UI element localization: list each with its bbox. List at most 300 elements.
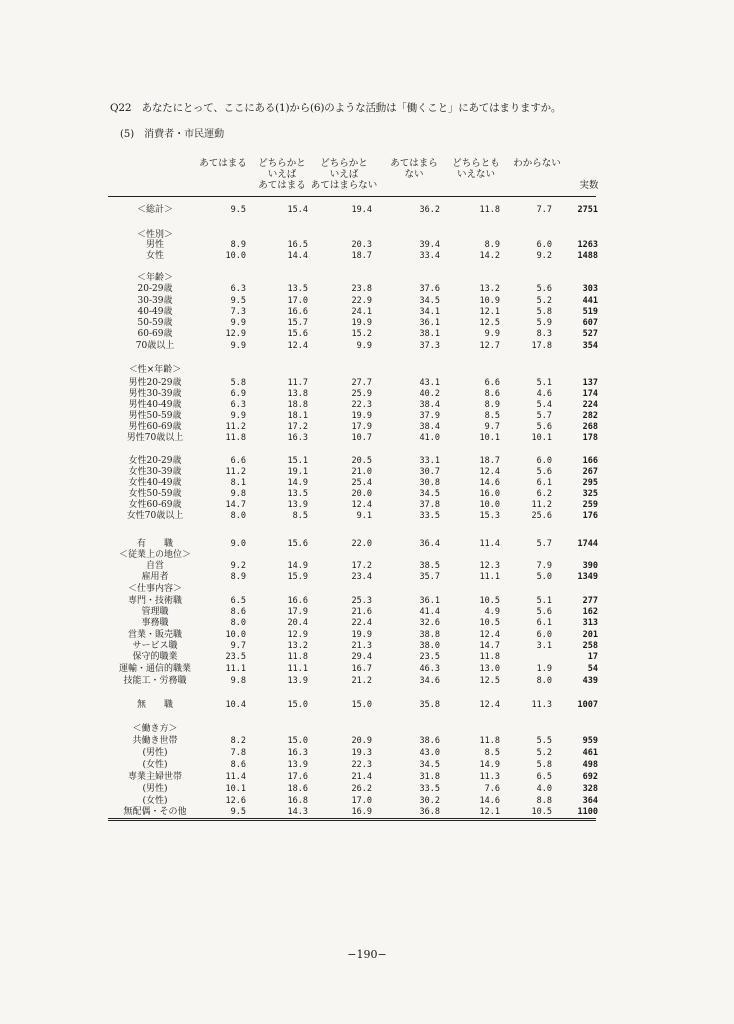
cell-percent: 19.9: [351, 318, 372, 328]
cell-count: 498: [582, 760, 598, 770]
cell-percent: 8.2: [230, 736, 246, 746]
table-rule: [108, 196, 596, 197]
cell-percent: 6.3: [230, 284, 246, 294]
cell-percent: 5.0: [536, 572, 552, 582]
table-row: [0, 736, 734, 747]
cell-percent: 29.4: [351, 652, 372, 662]
cell-count: 519: [582, 307, 598, 317]
page-number: −190−: [347, 948, 387, 961]
cell-percent: 17.2: [287, 422, 308, 432]
cell-percent: 1.9: [536, 664, 552, 674]
cell-count: 1349: [577, 572, 598, 582]
cell-percent: 15.6: [287, 329, 308, 339]
cell-percent: 9.5: [230, 296, 246, 306]
cell-count: 166: [582, 456, 598, 466]
column-header-line: あてはまる: [258, 180, 306, 191]
table-row: [0, 329, 734, 340]
section-subtitle: (5) 消費者・市民運動: [120, 129, 225, 140]
column-header-line: いえば: [329, 169, 359, 180]
cell-percent: 10.5: [531, 807, 552, 817]
cell-percent: 13.9: [287, 760, 308, 770]
cell-percent: 5.1: [536, 596, 552, 606]
cell-percent: 15.0: [351, 700, 372, 710]
table-row: [0, 596, 734, 607]
cell-count: 17: [587, 652, 598, 662]
cell-percent: 20.9: [351, 736, 372, 746]
table-rule: [108, 818, 596, 821]
row-label: 雇用者: [141, 572, 169, 582]
cell-percent: 16.8: [287, 796, 308, 806]
cell-percent: 34.5: [419, 489, 440, 499]
cell-percent: 10.1: [531, 433, 552, 443]
table-row: [0, 307, 734, 318]
column-header-line: どちらかと: [258, 158, 306, 169]
cell-percent: 25.9: [351, 389, 372, 399]
cell-count: 692: [582, 772, 598, 782]
cell-percent: 30.8: [419, 478, 440, 488]
cell-percent: 8.5: [484, 411, 500, 421]
cell-percent: 38.6: [419, 736, 440, 746]
cell-percent: 18.1: [287, 411, 308, 421]
table-row: [0, 664, 734, 675]
cell-percent: 5.6: [536, 284, 552, 294]
cell-percent: 8.9: [484, 240, 500, 250]
cell-count: 527: [582, 329, 598, 339]
row-label: 女性40-49歳: [128, 478, 182, 488]
column-header-line: どちらとも: [452, 158, 500, 169]
table-row: [0, 584, 734, 595]
row-label: 共働き世帯: [132, 736, 178, 746]
row-label: 50-59歳: [137, 318, 173, 328]
row-label: (女性): [142, 760, 168, 770]
row-label: 無 職: [136, 700, 173, 710]
cell-percent: 27.7: [351, 378, 372, 388]
cell-percent: 36.1: [419, 596, 440, 606]
table-row: [0, 511, 734, 522]
cell-percent: 10.4: [225, 700, 246, 710]
cell-percent: 30.7: [419, 467, 440, 477]
table-row: [0, 365, 734, 376]
cell-count: 54: [587, 664, 598, 674]
cell-percent: 36.2: [419, 205, 440, 215]
cell-percent: 16.6: [287, 596, 308, 606]
cell-percent: 12.4: [287, 341, 308, 351]
cell-percent: 11.4: [479, 539, 500, 549]
cell-percent: 10.5: [479, 596, 500, 606]
row-label: 管理職: [141, 607, 169, 617]
cell-percent: 33.1: [419, 456, 440, 466]
cell-count: 1263: [577, 240, 598, 250]
cell-percent: 8.6: [230, 607, 246, 617]
cell-percent: 39.4: [419, 240, 440, 250]
cell-percent: 24.1: [351, 307, 372, 317]
cell-percent: 8.5: [484, 748, 500, 758]
cell-percent: 11.8: [225, 433, 246, 443]
cell-percent: 21.3: [351, 641, 372, 651]
cell-count: 607: [582, 318, 598, 328]
row-label: ＜従業上の地位＞: [118, 550, 191, 560]
cell-percent: 19.4: [351, 205, 372, 215]
row-label: ＜性別＞: [136, 230, 173, 240]
cell-percent: 12.4: [479, 700, 500, 710]
cell-percent: 10.1: [479, 433, 500, 443]
cell-percent: 21.6: [351, 607, 372, 617]
cell-percent: 14.9: [479, 760, 500, 770]
cell-percent: 21.4: [351, 772, 372, 782]
row-label: 30-39歳: [137, 296, 173, 306]
cell-percent: 15.0: [287, 700, 308, 710]
row-label: ＜年齢＞: [136, 273, 173, 283]
cell-percent: 6.0: [536, 240, 552, 250]
cell-percent: 41.0: [419, 433, 440, 443]
cell-percent: 5.1: [536, 378, 552, 388]
row-label: 事務職: [141, 618, 169, 628]
cell-percent: 15.9: [287, 572, 308, 582]
cell-count: 1488: [577, 251, 598, 261]
column-header-line: いえない: [456, 169, 495, 180]
cell-count: 258: [582, 641, 598, 651]
row-label: 有 職: [136, 539, 173, 549]
cell-percent: 26.2: [351, 784, 372, 794]
cell-percent: 6.1: [536, 478, 552, 488]
cell-percent: 46.3: [419, 664, 440, 674]
cell-percent: 11.8: [479, 652, 500, 662]
cell-percent: 14.3: [287, 807, 308, 817]
cell-percent: 37.8: [419, 500, 440, 510]
row-label: 技能工・労務職: [123, 676, 187, 686]
cell-count: 959: [582, 736, 598, 746]
row-label: 男性60-69歳: [128, 422, 182, 432]
cell-percent: 18.7: [479, 456, 500, 466]
cell-percent: 22.4: [351, 618, 372, 628]
cell-count: 461: [582, 748, 598, 758]
cell-percent: 6.0: [536, 456, 552, 466]
row-label: 男性40-49歳: [128, 400, 182, 410]
cell-percent: 11.8: [479, 736, 500, 746]
cell-percent: 3.1: [536, 641, 552, 651]
cell-percent: 15.2: [351, 329, 372, 339]
table-row: [0, 378, 734, 389]
cell-percent: 5.5: [536, 736, 552, 746]
cell-percent: 8.9: [230, 572, 246, 582]
cell-count: 259: [582, 500, 598, 510]
cell-percent: 9.9: [230, 411, 246, 421]
cell-percent: 4.0: [536, 784, 552, 794]
cell-percent: 5.7: [536, 539, 552, 549]
cell-percent: 19.9: [351, 411, 372, 421]
cell-percent: 11.3: [531, 700, 552, 710]
cell-percent: 13.2: [479, 284, 500, 294]
cell-percent: 21.2: [351, 676, 372, 686]
cell-percent: 7.7: [536, 205, 552, 215]
cell-percent: 11.7: [287, 378, 308, 388]
cell-percent: 23.5: [225, 652, 246, 662]
row-label: 専業主婦世帯: [127, 772, 182, 782]
table-row: [0, 760, 734, 771]
cell-percent: 9.9: [230, 318, 246, 328]
cell-percent: 6.6: [484, 378, 500, 388]
table-row: [0, 296, 734, 307]
cell-percent: 15.3: [479, 511, 500, 521]
cell-percent: 6.2: [536, 489, 552, 499]
cell-percent: 8.6: [484, 389, 500, 399]
table-row: [0, 273, 734, 284]
cell-percent: 35.7: [419, 572, 440, 582]
cell-percent: 13.9: [287, 500, 308, 510]
cell-percent: 36.8: [419, 807, 440, 817]
cell-percent: 5.9: [536, 318, 552, 328]
table-row: [0, 433, 734, 444]
cell-percent: 17.9: [287, 607, 308, 617]
cell-percent: 33.5: [419, 784, 440, 794]
cell-percent: 14.2: [479, 251, 500, 261]
cell-percent: 36.4: [419, 539, 440, 549]
cell-percent: 5.6: [536, 467, 552, 477]
cell-count: 162: [582, 607, 598, 617]
row-label: 70歳以上: [135, 341, 175, 351]
column-header-line: どちらかと: [320, 158, 368, 169]
cell-percent: 13.8: [287, 389, 308, 399]
cell-count: 390: [582, 561, 598, 571]
cell-percent: 11.8: [287, 652, 308, 662]
cell-percent: 17.6: [287, 772, 308, 782]
table-row: [0, 205, 734, 216]
cell-percent: 37.9: [419, 411, 440, 421]
cell-count: 268: [582, 422, 598, 432]
cell-percent: 6.5: [536, 772, 552, 782]
cell-percent: 15.1: [287, 456, 308, 466]
cell-count: 137: [582, 378, 598, 388]
cell-percent: 34.5: [419, 296, 440, 306]
cell-percent: 43.1: [419, 378, 440, 388]
row-label: 40-49歳: [137, 307, 173, 317]
cell-percent: 43.0: [419, 748, 440, 758]
cell-percent: 15.0: [287, 736, 308, 746]
cell-percent: 9.9: [484, 329, 500, 339]
table-row: [0, 550, 734, 561]
row-label: 自営: [145, 561, 164, 571]
cell-percent: 5.2: [536, 748, 552, 758]
cell-percent: 12.1: [479, 307, 500, 317]
cell-count: 1007: [577, 700, 598, 710]
cell-percent: 8.0: [230, 618, 246, 628]
table-row: [0, 539, 734, 550]
cell-percent: 13.0: [479, 664, 500, 674]
cell-percent: 38.4: [419, 400, 440, 410]
cell-percent: 38.8: [419, 630, 440, 640]
cell-percent: 7.8: [230, 748, 246, 758]
cell-percent: 16.9: [351, 807, 372, 817]
cell-percent: 14.6: [479, 478, 500, 488]
cell-count: 364: [582, 796, 598, 806]
cell-count: 441: [582, 296, 598, 306]
cell-percent: 18.6: [287, 784, 308, 794]
cell-percent: 30.2: [419, 796, 440, 806]
table-row: [0, 807, 734, 818]
cell-percent: 11.2: [531, 500, 552, 510]
cell-percent: 12.4: [479, 467, 500, 477]
cell-percent: 25.6: [531, 511, 552, 521]
table-row: [0, 630, 734, 641]
table-row: [0, 784, 734, 795]
column-header-line: 実数: [579, 180, 599, 191]
row-label: ＜働き方＞: [132, 724, 178, 734]
table-row: [0, 318, 734, 329]
cell-percent: 14.9: [287, 478, 308, 488]
cell-percent: 19.1: [287, 467, 308, 477]
cell-percent: 9.9: [230, 341, 246, 351]
cell-percent: 38.4: [419, 422, 440, 432]
cell-percent: 12.6: [225, 796, 246, 806]
cell-percent: 15.7: [287, 318, 308, 328]
cell-count: 267: [582, 467, 598, 477]
table-row: [0, 641, 734, 652]
table-row: [0, 467, 734, 478]
row-label: (男性): [142, 784, 168, 794]
cell-percent: 8.0: [536, 676, 552, 686]
table-row: [0, 618, 734, 629]
column-header-line: あてはまらない: [310, 180, 378, 191]
cell-percent: 6.0: [536, 630, 552, 640]
cell-count: 439: [582, 676, 598, 686]
cell-percent: 22.9: [351, 296, 372, 306]
cell-percent: 9.2: [536, 251, 552, 261]
cell-percent: 8.8: [536, 796, 552, 806]
column-header-line: ない: [404, 169, 424, 180]
cell-percent: 9.5: [230, 807, 246, 817]
cell-percent: 16.3: [287, 433, 308, 443]
cell-percent: 20.3: [351, 240, 372, 250]
table-row: [0, 422, 734, 433]
table-row: [0, 240, 734, 251]
cell-percent: 16.0: [479, 489, 500, 499]
row-label: サービス職: [132, 641, 178, 651]
cell-percent: 20.0: [351, 489, 372, 499]
cell-percent: 7.9: [536, 561, 552, 571]
cell-percent: 16.5: [287, 240, 308, 250]
cell-percent: 23.5: [419, 652, 440, 662]
cell-percent: 13.5: [287, 489, 308, 499]
cell-percent: 10.7: [351, 433, 372, 443]
row-label: 営業・販売職: [127, 630, 182, 640]
cell-percent: 38.1: [419, 329, 440, 339]
cell-percent: 7.3: [230, 307, 246, 317]
row-label: 20-29歳: [137, 284, 173, 294]
cell-percent: 33.4: [419, 251, 440, 261]
column-header-line: わからない: [513, 158, 561, 169]
table-row: [0, 478, 734, 489]
table-row: [0, 607, 734, 618]
cell-percent: 22.3: [351, 400, 372, 410]
cell-percent: 10.1: [225, 784, 246, 794]
cell-percent: 13.9: [287, 676, 308, 686]
cell-percent: 17.8: [531, 341, 552, 351]
cell-percent: 6.5: [230, 596, 246, 606]
row-label: 運輸・通信的職業: [118, 664, 191, 674]
cell-percent: 12.9: [287, 630, 308, 640]
cell-count: 325: [582, 489, 598, 499]
table-row: [0, 724, 734, 735]
cell-percent: 32.6: [419, 618, 440, 628]
cell-percent: 12.9: [225, 329, 246, 339]
cell-percent: 11.2: [225, 422, 246, 432]
cell-percent: 35.8: [419, 700, 440, 710]
column-header-line: あてはまら: [390, 158, 438, 169]
cell-percent: 34.6: [419, 676, 440, 686]
cell-percent: 10.9: [479, 296, 500, 306]
cell-percent: 38.5: [419, 561, 440, 571]
cell-percent: 9.0: [230, 539, 246, 549]
cell-percent: 16.7: [351, 664, 372, 674]
cell-percent: 11.8: [479, 205, 500, 215]
cell-percent: 17.0: [287, 296, 308, 306]
row-label: 60-69歳: [137, 329, 173, 339]
cell-percent: 14.7: [479, 641, 500, 651]
cell-percent: 8.9: [484, 400, 500, 410]
cell-percent: 11.2: [225, 467, 246, 477]
cell-percent: 5.7: [536, 411, 552, 421]
table-row: [0, 251, 734, 262]
cell-percent: 15.6: [287, 539, 308, 549]
cell-count: 201: [582, 630, 598, 640]
cell-percent: 17.2: [351, 561, 372, 571]
cell-count: 282: [582, 411, 598, 421]
cell-count: 1744: [577, 539, 598, 549]
cell-count: 1100: [577, 807, 598, 817]
row-label: 女性: [145, 251, 164, 261]
cell-percent: 5.2: [536, 296, 552, 306]
row-label: 男性70歳以上: [126, 433, 184, 443]
cell-percent: 9.7: [484, 422, 500, 432]
cell-percent: 12.4: [479, 630, 500, 640]
row-label: 女性50-59歳: [128, 489, 182, 499]
row-label: 専門・技術職: [127, 596, 182, 606]
cell-percent: 11.4: [225, 772, 246, 782]
table-row: [0, 652, 734, 663]
row-label: 女性70歳以上: [126, 511, 184, 521]
cell-percent: 12.3: [479, 561, 500, 571]
cell-percent: 34.5: [419, 760, 440, 770]
row-label: 男性: [145, 240, 164, 250]
cell-percent: 4.9: [484, 607, 500, 617]
table-row: [0, 400, 734, 411]
column-header: [549, 180, 629, 191]
cell-percent: 6.3: [230, 400, 246, 410]
cell-percent: 9.9: [356, 341, 372, 351]
cell-percent: 20.5: [351, 456, 372, 466]
row-label: ＜総計＞: [136, 205, 173, 215]
table-row: [0, 341, 734, 352]
cell-percent: 5.8: [536, 760, 552, 770]
cell-percent: 8.1: [230, 478, 246, 488]
cell-percent: 19.3: [351, 748, 372, 758]
cell-percent: 17.0: [351, 796, 372, 806]
cell-percent: 16.6: [287, 307, 308, 317]
column-header-line: いえば: [267, 169, 297, 180]
cell-percent: 14.7: [225, 500, 246, 510]
table-row: [0, 411, 734, 422]
column-header: [304, 158, 384, 191]
cell-percent: 23.4: [351, 572, 372, 582]
cell-percent: 40.2: [419, 389, 440, 399]
cell-count: 303: [582, 284, 598, 294]
table-row: [0, 796, 734, 807]
column-header-line: あてはまる: [199, 158, 247, 169]
cell-percent: 8.6: [230, 760, 246, 770]
row-label: ＜仕事内容＞: [127, 584, 182, 594]
row-label: 女性20-29歳: [128, 456, 182, 466]
cell-count: 295: [582, 478, 598, 488]
